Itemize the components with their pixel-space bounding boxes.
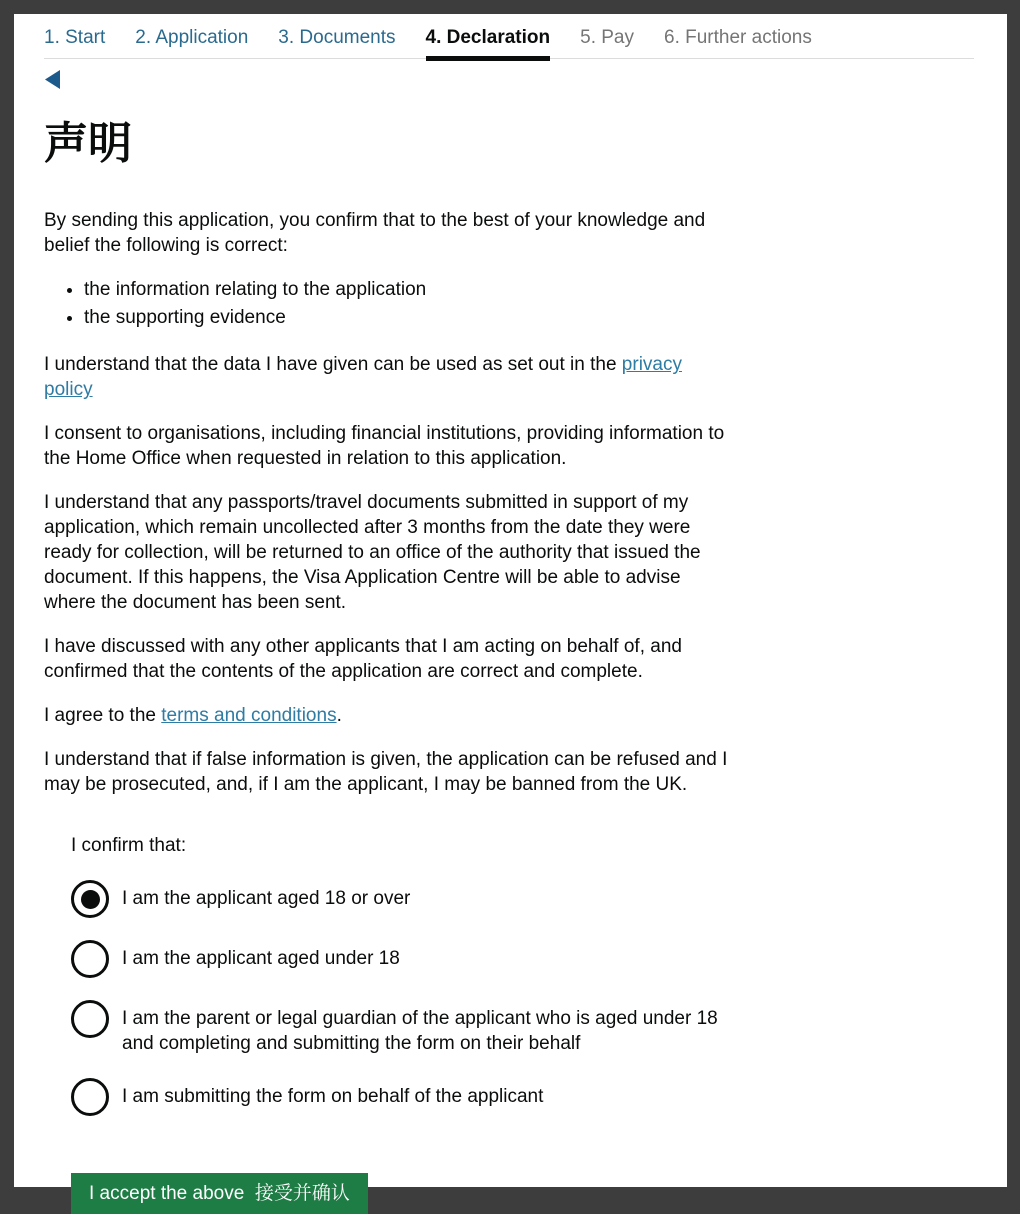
agree-text: I agree to the (44, 705, 162, 727)
declaration-page (14, 14, 1007, 1205)
radio-option-on-behalf[interactable] (71, 1078, 751, 1116)
radio-label[interactable]: I am submitting the form on behalf of the applicant (122, 1086, 544, 1108)
privacy-paragraph (44, 352, 732, 402)
nav-step-documents[interactable]: 3. Documents (278, 27, 396, 48)
confirm-items-list (44, 277, 974, 330)
step-navigation (44, 27, 974, 59)
radio-button[interactable] (71, 1078, 109, 1116)
agree-period: . (336, 705, 342, 727)
list-item: • the information relating to the application (84, 277, 974, 302)
agree-paragraph (44, 703, 732, 728)
intro-paragraph: By sending this application, you confirm that to the best of your knowledge and belief the following is correct: (44, 210, 706, 257)
radio-option-applicant-18-or-over[interactable] (71, 880, 751, 918)
confirm-radio-group (71, 833, 751, 1116)
radio-button[interactable] (71, 940, 109, 978)
false-info-paragraph: I understand that if false information is given, the application can be refused and I may be prosecuted, and, if I am the applicant, I may be banned from the UK. (44, 749, 728, 796)
nav-step-pay: 5. Pay (580, 27, 634, 48)
radio-option-parent-guardian[interactable] (71, 1000, 751, 1056)
accept-button[interactable]: I accept the above 接受并确认 (71, 1173, 368, 1214)
passports-paragraph: I understand that any passports/travel documents submitted in support of my application, which remain uncollected after 3 months from the date they were ready for collection, will be returned to an office of the authority that issued the document. If this happens, the Visa Application Centre will be able to advise where the document has been sent. (44, 492, 701, 614)
terms-and-conditions-link[interactable]: terms and conditions (161, 705, 337, 727)
declaration-content (44, 208, 974, 797)
radio-option-applicant-under-18[interactable] (71, 940, 751, 978)
confirm-label: I confirm that: (71, 835, 187, 857)
privacy-policy-link[interactable]: privacy policy (44, 354, 682, 401)
nav-step-further-actions: 6. Further actions (664, 27, 812, 48)
radio-label[interactable]: I am the applicant aged under 18 (122, 948, 400, 970)
consent-paragraph: I consent to organisations, including financial institutions, providing information to the Home Office when requested in relation to this application. (44, 423, 725, 470)
nav-step-application[interactable]: 2. Application (135, 27, 249, 48)
nav-step-start[interactable]: 1. Start (44, 27, 106, 48)
radio-button[interactable] (71, 880, 109, 918)
radio-label[interactable]: I am the applicant aged 18 or over (122, 888, 411, 910)
back-arrow-icon[interactable] (44, 70, 62, 89)
radio-button[interactable] (71, 1000, 109, 1038)
discussed-paragraph: I have discussed with any other applicants that I am acting on behalf of, and confirmed that the contents of the application are correct and complete. (44, 636, 682, 683)
list-item: • the supporting evidence (84, 305, 974, 330)
page-title: 声明 (44, 119, 132, 168)
nav-step-declaration[interactable]: 4. Declaration (426, 27, 551, 61)
privacy-text: I understand that the data I have given can be used as set out in the (44, 354, 622, 376)
radio-label[interactable]: I am the parent or legal guardian of the applicant who is aged under 18 and completing and submitting the form on their behalf (122, 1008, 718, 1055)
